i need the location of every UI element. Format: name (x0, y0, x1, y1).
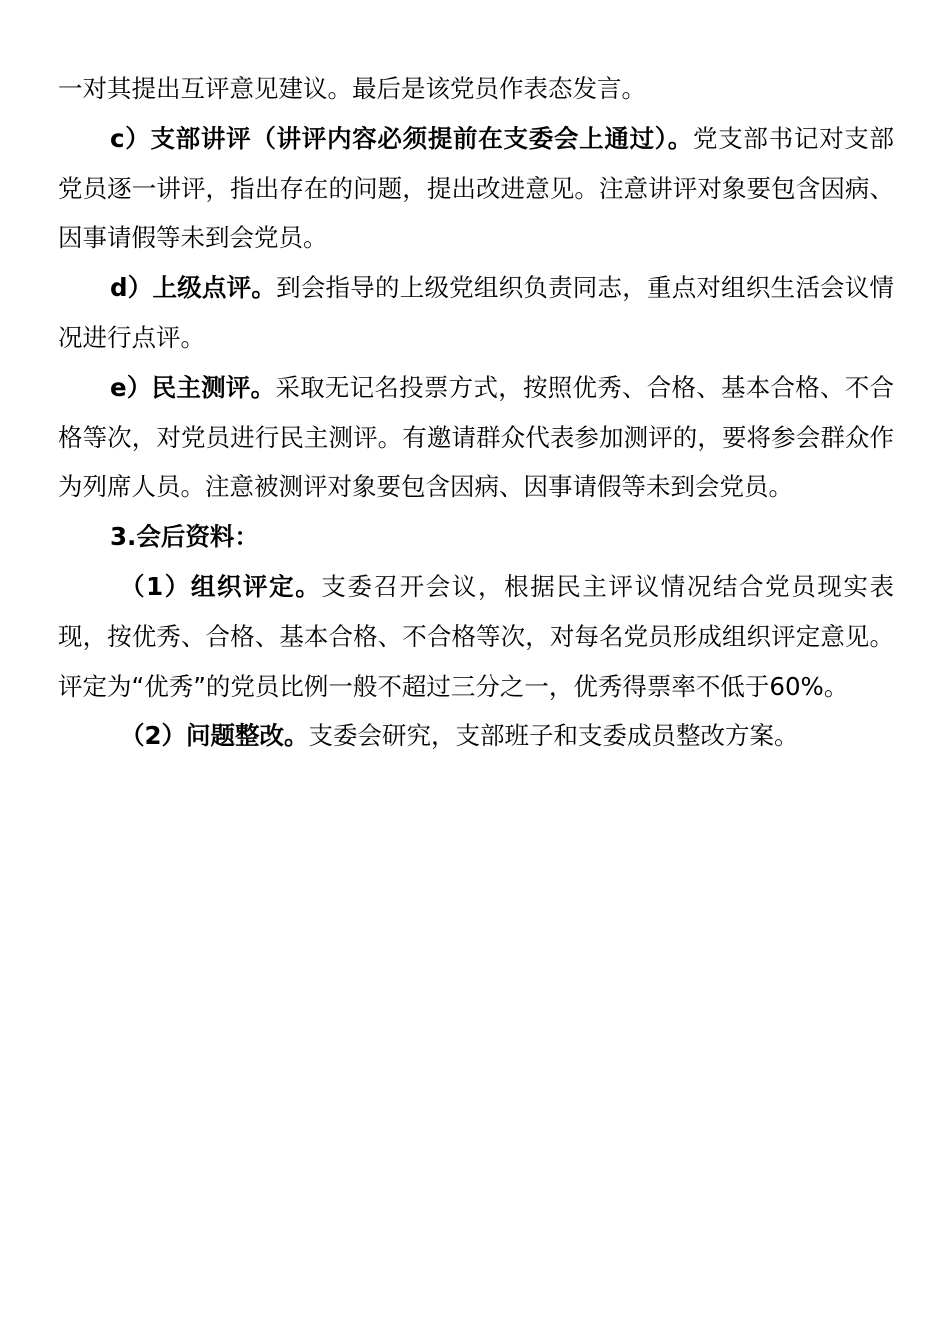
paragraph-text: 采取无记名投票方式，按照优秀、合格、基本合格、不合格等次，对党员进行民主测评。有邀请群众代表参加测评的，要将参会群众作为列席人员。注意被测评对象要包含因病、因事请假等未到会党员。 (58, 372, 895, 502)
paragraph-text: 一对其提出互评意见建议。最后是该党员作表态发言。 (58, 74, 646, 103)
paragraph-branch-review (58, 114, 894, 263)
paragraph-text: 到会指导的上级党组织负责同志，重点对组织生活会议情况进行点评。 (58, 273, 894, 352)
paragraph-organization-assessment (58, 562, 894, 711)
paragraph-democratic-evaluation (58, 363, 894, 512)
paragraph-text: 支委会研究，支部班子和支委成员整改方案。 (308, 721, 799, 751)
paragraph-rectification (58, 711, 894, 761)
paragraph-continuation (58, 64, 894, 114)
paragraph-superior-comment (58, 263, 894, 363)
paragraph-heading: （1）组织评定。 (120, 571, 322, 601)
section-heading: 3.会后资料： (110, 522, 259, 552)
paragraph-heading: c）支部讲评（讲评内容必须提前在支委会上通过）。 (110, 123, 693, 153)
section-heading-post-meeting (58, 512, 894, 562)
paragraph-heading: e）民主测评。 (110, 372, 276, 402)
paragraph-text: 支委召开会议，根据民主评议情况结合党员现实表现，按优秀、合格、基本合格、不合格等次，对每名党员形成组织评定意见。评定为“优秀”的党员比例一般不超过三分之一，优秀得票率不低于60%。 (58, 571, 895, 701)
paragraph-heading: （2）问题整改。 (120, 721, 309, 751)
paragraph-text: 党支部书记对支部党员逐一讲评，指出存在的问题，提出改进意见。注意讲评对象要包含因病、因事请假等未到会党员。 (58, 123, 895, 253)
paragraph-heading: d）上级点评。 (110, 273, 277, 303)
document-page (58, 64, 894, 761)
